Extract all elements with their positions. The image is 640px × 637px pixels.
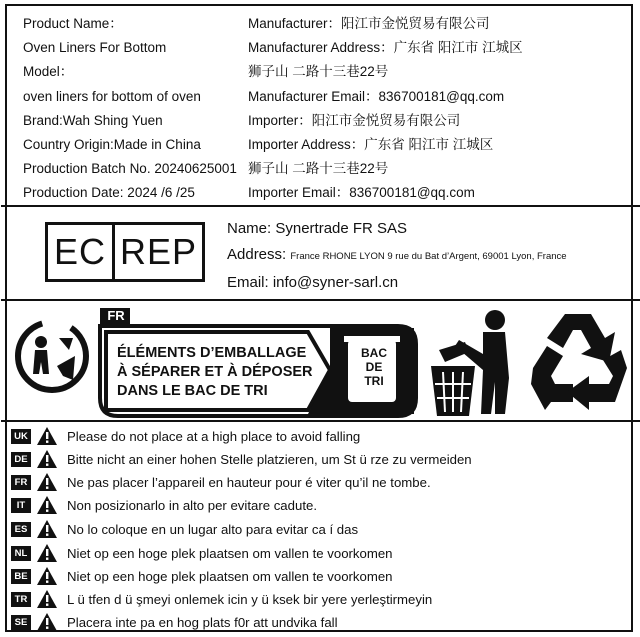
ec-rep-info	[227, 216, 567, 296]
warning-row	[11, 611, 338, 633]
country-code: DE	[11, 452, 31, 467]
warning-icon	[36, 426, 58, 446]
ec-rep-section	[7, 208, 631, 300]
warning-icon	[36, 519, 58, 539]
tidyman-icon	[425, 308, 521, 418]
warning-row	[11, 542, 393, 564]
country-code: SE	[11, 615, 31, 630]
warning-icon	[36, 472, 58, 492]
product-details	[23, 12, 237, 206]
warning-icon	[36, 589, 58, 609]
info-tri-line-2: À SÉPARER ET À DÉPOSER	[117, 364, 313, 380]
warning-text: Ne pas placer l’appareil en hauteur pour é viter qu’il ne tombe.	[67, 474, 431, 490]
product-name-value: Oven Liners For Bottom	[23, 40, 167, 56]
recycling-section	[7, 302, 631, 420]
ec-mark: EC	[48, 225, 115, 279]
warning-icon	[36, 495, 58, 515]
warning-text: Please do not place at a high place to avoid falling	[67, 428, 361, 444]
triman-icon	[13, 316, 91, 402]
bin-label-2: DE	[365, 360, 383, 374]
bin-label-3: TRI	[364, 374, 384, 388]
ec-rep-address	[227, 242, 567, 270]
ec-rep-address-label: Address:	[227, 246, 287, 263]
fr-tag: FR	[107, 308, 125, 323]
ec-rep-email: Email: info@syner-sarl.cn	[227, 274, 399, 291]
divider	[1, 205, 640, 207]
recycle-icon	[527, 310, 629, 414]
country-code: BE	[11, 569, 31, 584]
warning-row	[11, 471, 431, 493]
manufacturer-name: Manufacturer：阳江市金悦贸易有限公司	[248, 16, 490, 31]
info-tri-text	[117, 344, 313, 401]
country-code: UK	[11, 429, 31, 444]
warning-row	[11, 588, 432, 610]
country-origin: Country Origin:Made in China	[23, 137, 201, 153]
ec-rep-address-value: France RHONE LYON 9 rue du Bat d’Argent, 69001 Lyon, France	[290, 251, 567, 262]
warning-icon	[36, 612, 58, 632]
model-label: Model：	[23, 64, 74, 80]
brand: Brand:Wah Shing Yuen	[23, 112, 163, 128]
manufacturer-email: Manufacturer Email：836700181@qq.com	[248, 88, 505, 104]
manufacturer-address-2: 狮子山 二路十三巷22号	[248, 64, 389, 80]
product-name-label: Product Name：	[23, 16, 123, 31]
bin-label-1: BAC	[361, 346, 387, 360]
importer-email: Importer Email：836700181@qq.com	[248, 185, 475, 201]
country-code: IT	[11, 498, 31, 513]
warning-icon	[36, 543, 58, 563]
manufacturer-details	[248, 12, 523, 206]
warning-text: No lo coloque en un lugar alto para evitar ca í das	[67, 521, 359, 537]
warning-row	[11, 425, 360, 447]
ec-rep-logo	[45, 222, 205, 282]
rep-mark: REP	[119, 231, 198, 272]
warning-text: Niet op een hoge plek plaatsen om vallen te voorkomen	[67, 545, 393, 561]
product-label	[5, 4, 633, 632]
info-tri-line-1: ÉLÉMENTS D’EMBALLAGE	[117, 345, 307, 361]
warning-text: Placera inte pa en hog plats f0r att undvika fall	[67, 614, 338, 630]
warnings-section	[7, 422, 631, 634]
warning-row	[11, 565, 393, 587]
importer-address-2: 狮子山 二路十三巷22号	[248, 161, 389, 177]
ec-rep-name: Name: Synertrade FR SAS	[227, 220, 408, 237]
batch-number: Production Batch No. 20240625001	[23, 161, 237, 177]
production-date: Production Date: 2024 /6 /25	[23, 185, 195, 201]
bin-label	[350, 346, 398, 388]
warning-text: Niet op een hoge plek plaatsen om vallen te voorkomen	[67, 568, 393, 584]
model-value: oven liners for bottom of oven	[23, 88, 201, 104]
country-code: TR	[11, 592, 31, 607]
country-code: FR	[11, 475, 31, 490]
warning-row	[11, 518, 358, 540]
warning-text: Non posizionarlo in alto per evitare cadute.	[67, 497, 317, 513]
divider	[1, 299, 640, 301]
importer-name: Importer：阳江市金悦贸易有限公司	[248, 112, 461, 128]
warning-icon	[36, 449, 58, 469]
manufacturer-address-1: Manufacturer Address：广东省 阳江市 江城区	[248, 40, 523, 56]
info-tri-line-3: DANS LE BAC DE TRI	[117, 383, 268, 399]
product-info-section	[7, 6, 631, 206]
warning-text: L ü tfen d ü şmeyi onlemek icin y ü ksek bir yere yerleştirmeyin	[67, 591, 433, 607]
country-code: NL	[11, 546, 31, 561]
warning-icon	[36, 566, 58, 586]
warning-row	[11, 448, 472, 470]
country-code: ES	[11, 522, 31, 537]
warning-row	[11, 494, 317, 516]
importer-address-1: Importer Address：广东省 阳江市 江城区	[248, 137, 494, 153]
warning-text: Bitte nicht an einer hohen Stelle platzieren, um St ü rze zu vermeiden	[67, 451, 472, 467]
